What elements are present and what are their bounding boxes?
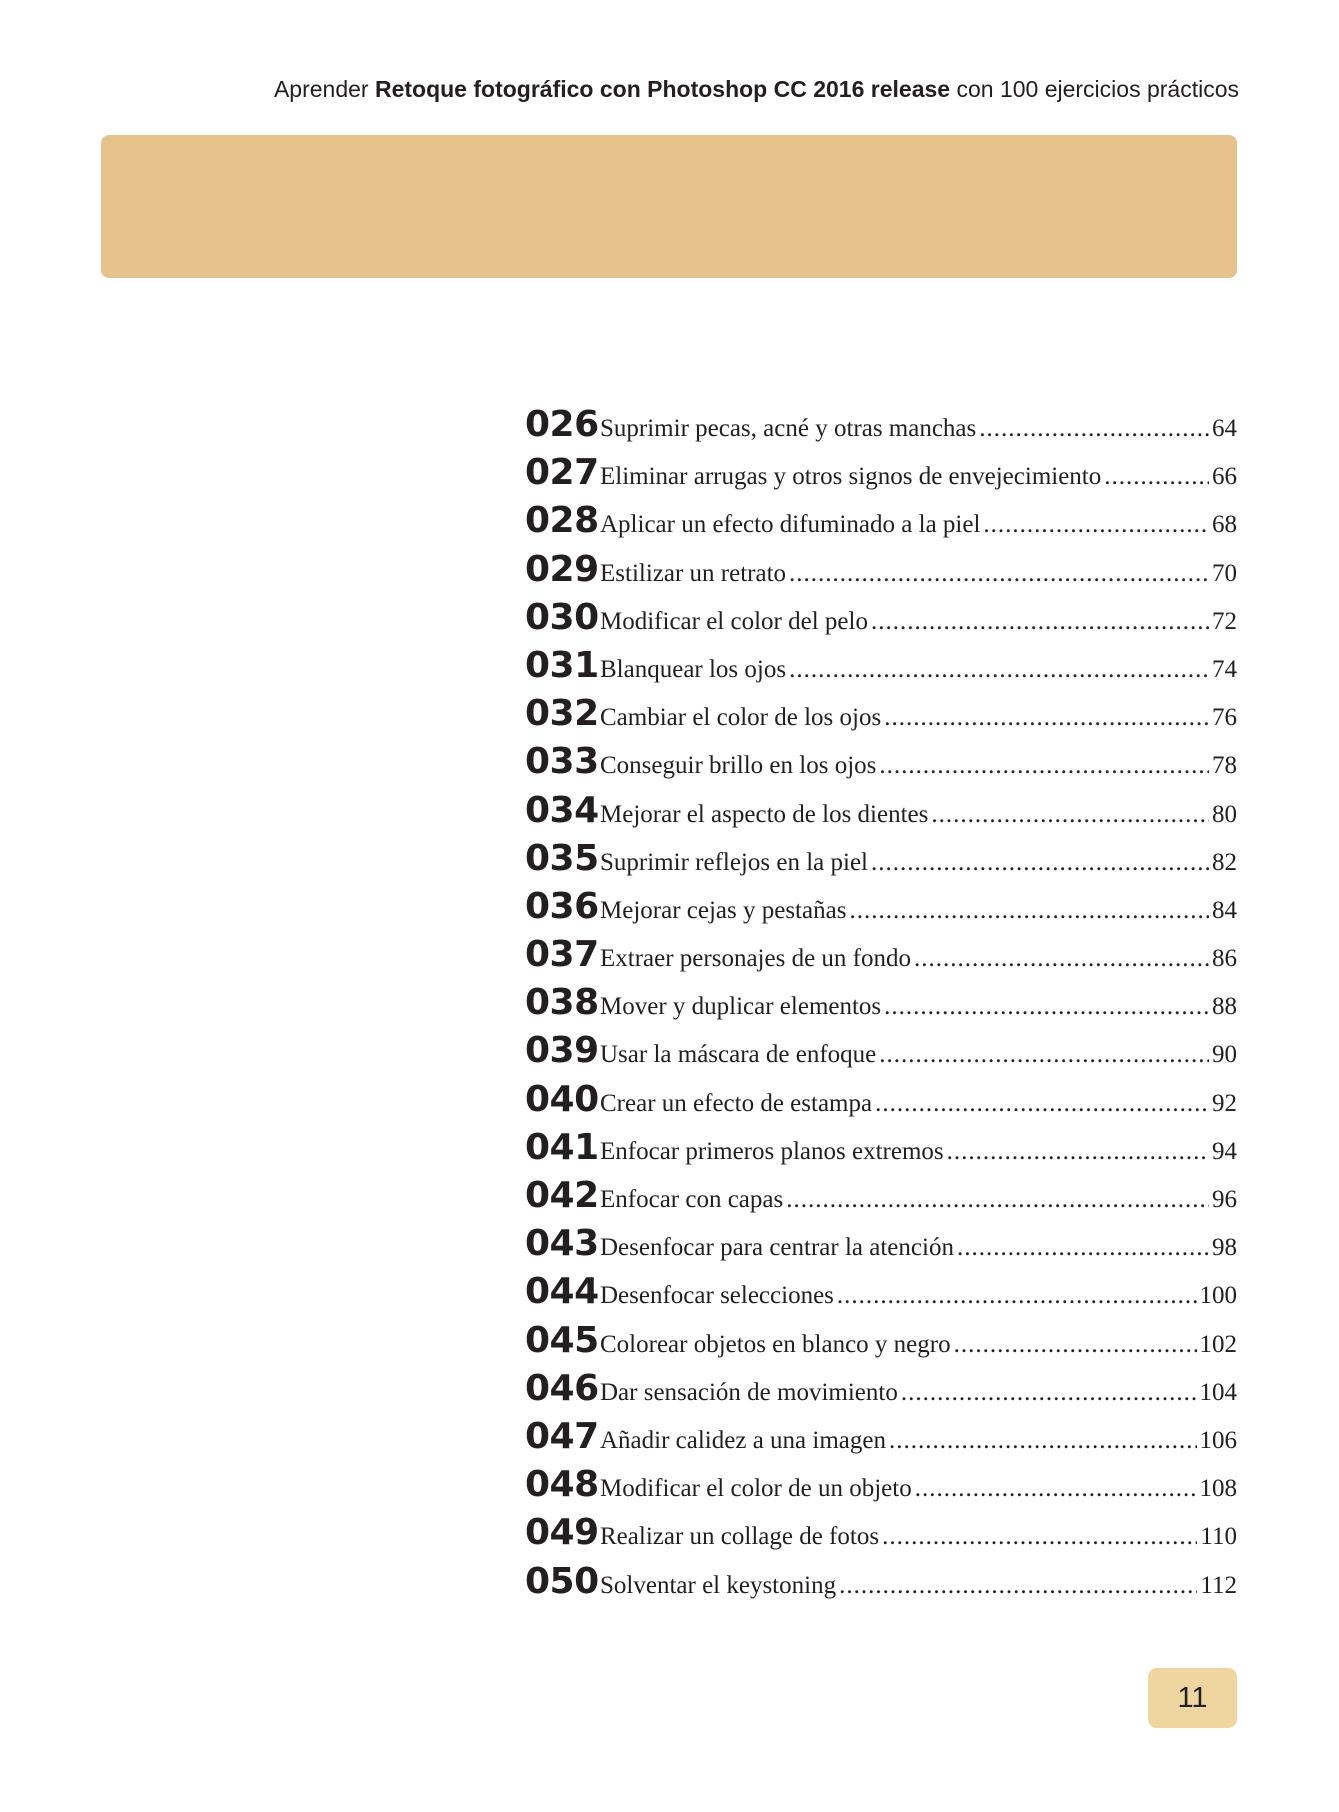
toc-entry-number: 036: [525, 885, 599, 927]
toc-entry-title: Modificar el color de un objeto: [600, 1475, 912, 1503]
toc-entry[interactable]: [525, 741, 1237, 789]
toc-entry-title: Estilizar un retrato: [600, 559, 787, 587]
toc-dot-leader: [915, 1475, 1197, 1503]
toc-entry-title: Eliminar arrugas y otros signos de envejecimiento: [600, 463, 1102, 491]
toc-dot-leader: [786, 1186, 1209, 1214]
toc-entry[interactable]: [525, 1512, 1237, 1560]
toc-entry-page: 102: [1199, 1330, 1237, 1358]
toc-entry-page: 112: [1200, 1571, 1237, 1599]
toc-entry-number: 040: [525, 1078, 599, 1120]
toc-entry-title: Enfocar primeros planos extremos: [600, 1137, 944, 1165]
toc-entry-page: 70: [1212, 559, 1237, 587]
toc-entry-page: 64: [1212, 415, 1237, 442]
toc-dot-leader: [789, 560, 1209, 588]
toc-entry-number: 042: [525, 1175, 599, 1216]
toc-entry-title: Suprimir reflejos en la piel: [600, 848, 868, 876]
running-header: [274, 76, 1239, 103]
toc-entry-page: 90: [1212, 1041, 1237, 1069]
toc-dot-leader: [879, 752, 1209, 780]
toc-entry-number: 038: [525, 982, 599, 1024]
toc-entry-number: 035: [525, 837, 599, 879]
toc-entry-page: 88: [1212, 993, 1237, 1021]
toc-entry-title: Blanquear los ojos: [600, 655, 787, 683]
toc-entry-title: Desenfocar para centrar la atención: [600, 1234, 954, 1262]
toc-entry-title: Dar sensación de movimiento: [600, 1378, 898, 1406]
toc-entry-page: 104: [1199, 1378, 1237, 1406]
toc-entry-number: 034: [525, 789, 599, 831]
toc-dot-leader: [979, 415, 1209, 443]
toc-dot-leader: [931, 801, 1209, 829]
toc-entry[interactable]: [525, 1079, 1237, 1127]
toc-entry-page: 106: [1199, 1426, 1237, 1454]
toc-dot-leader: [914, 945, 1209, 973]
toc-entry-number: 050: [525, 1560, 599, 1602]
toc-entry[interactable]: [525, 1416, 1237, 1464]
toc-entry[interactable]: [525, 645, 1237, 693]
toc-entry-title: Mover y duplicar elementos: [600, 993, 882, 1021]
toc-dot-leader: [789, 656, 1209, 684]
toc-entry-title: Enfocar con capas: [600, 1186, 784, 1213]
toc-entry[interactable]: [525, 404, 1237, 452]
toc-entry-page: 96: [1212, 1186, 1237, 1213]
toc-entry-title: Mejorar el aspecto de los dientes: [600, 800, 929, 828]
toc-entry-title: Realizar un collage de fotos: [600, 1523, 880, 1551]
toc-entry-number: 048: [525, 1464, 599, 1506]
toc-entry-number: 037: [525, 934, 599, 976]
toc-entry-title: Añadir calidez a una imagen: [600, 1426, 886, 1454]
toc-entry-title: Conseguir brillo en los ojos: [600, 752, 877, 780]
toc-entry-number: 026: [525, 404, 599, 445]
toc-entry[interactable]: [525, 452, 1237, 500]
toc-dot-leader: [837, 1282, 1197, 1310]
toc-entry-title: Crear un efecto de estampa: [600, 1089, 873, 1117]
toc-entry[interactable]: [525, 1561, 1237, 1609]
toc-entry-number: 030: [525, 596, 599, 638]
toc-entry-number: 033: [525, 741, 599, 783]
toc-entry-page: 82: [1212, 848, 1237, 876]
toc-dot-leader: [954, 1331, 1197, 1359]
toc-entry-number: 029: [525, 548, 599, 590]
header-book-title: Retoque fotográfico con Photoshop CC 2016 release: [374, 76, 951, 102]
toc-entry-page: 72: [1212, 607, 1237, 635]
toc-entry[interactable]: [525, 790, 1237, 838]
toc-entry[interactable]: [525, 1175, 1237, 1223]
toc-entry-title: Solventar el keystoning: [600, 1571, 837, 1599]
table-of-contents: [525, 404, 1237, 1609]
toc-entry[interactable]: [525, 1271, 1237, 1319]
toc-dot-leader: [882, 1523, 1197, 1551]
toc-entry-number: 049: [525, 1512, 599, 1554]
toc-entry-page: 78: [1212, 752, 1237, 780]
toc-dot-leader: [871, 608, 1209, 636]
toc-dot-leader: [957, 1234, 1209, 1262]
toc-entry-number: 027: [525, 452, 599, 494]
toc-entry[interactable]: [525, 1127, 1237, 1175]
page-number: 11: [1177, 1681, 1208, 1714]
toc-entry-number: 047: [525, 1415, 599, 1457]
toc-dot-leader: [871, 849, 1209, 877]
toc-entry-title: Desenfocar selecciones: [600, 1282, 834, 1310]
section-banner: [101, 135, 1237, 278]
toc-entry[interactable]: [525, 1030, 1237, 1078]
toc-entry-title: Aplicar un efecto difuminado a la piel: [600, 511, 981, 539]
toc-entry-page: 94: [1212, 1137, 1237, 1165]
page-number-badge: [1148, 1668, 1237, 1728]
toc-entry-page: 84: [1212, 896, 1237, 924]
toc-entry-page: 76: [1212, 704, 1237, 732]
toc-dot-leader: [889, 1427, 1197, 1455]
toc-entry-title: Usar la máscara de enfoque: [600, 1041, 877, 1069]
toc-entry[interactable]: [525, 1464, 1237, 1512]
toc-dot-leader: [839, 1572, 1197, 1600]
toc-entry-page: 68: [1212, 511, 1237, 539]
toc-entry-page: 110: [1200, 1523, 1237, 1551]
toc-entry[interactable]: [525, 886, 1237, 934]
toc-entry-page: 74: [1212, 655, 1237, 683]
toc-entry-number: 041: [525, 1126, 599, 1168]
toc-entry-page: 92: [1212, 1089, 1237, 1117]
toc-dot-leader: [983, 511, 1209, 539]
toc-entry-page: 100: [1199, 1282, 1237, 1310]
header-prefix: Aprender: [273, 76, 375, 102]
toc-entry-page: 80: [1212, 800, 1237, 828]
header-suffix: con 100 ejercicios prácticos: [950, 76, 1239, 102]
toc-entry-title: Modificar el color del pelo: [600, 607, 868, 635]
toc-entry[interactable]: [525, 549, 1237, 597]
toc-dot-leader: [849, 897, 1209, 925]
toc-entry[interactable]: [525, 982, 1237, 1030]
toc-entry[interactable]: [525, 693, 1237, 741]
toc-dot-leader: [901, 1379, 1197, 1407]
toc-entry-title: Extraer personajes de un fondo: [600, 945, 911, 973]
toc-entry-page: 108: [1199, 1475, 1237, 1503]
toc-entry[interactable]: [525, 838, 1237, 886]
toc-entry[interactable]: [525, 597, 1237, 645]
toc-entry[interactable]: [525, 1368, 1237, 1416]
toc-entry[interactable]: [525, 500, 1237, 548]
toc-entry-number: 028: [525, 500, 599, 542]
toc-entry[interactable]: [525, 1320, 1237, 1368]
toc-entry-number: 032: [525, 693, 599, 735]
toc-entry-page: 86: [1212, 945, 1237, 973]
toc-dot-leader: [947, 1138, 1209, 1166]
toc-entry-title: Colorear objetos en blanco y negro: [600, 1330, 951, 1358]
toc-entry-title: Cambiar el color de los ojos: [600, 704, 882, 732]
toc-entry-page: 66: [1212, 463, 1237, 491]
toc-entry-title: Suprimir pecas, acné y otras manchas: [600, 415, 977, 442]
toc-entry-number: 045: [525, 1319, 599, 1361]
toc-dot-leader: [1104, 463, 1209, 491]
toc-entry-page: 98: [1212, 1234, 1237, 1262]
toc-entry-number: 044: [525, 1271, 599, 1313]
toc-entry[interactable]: [525, 934, 1237, 982]
toc-dot-leader: [884, 993, 1209, 1021]
toc-entry-number: 039: [525, 1030, 599, 1072]
toc-dot-leader: [875, 1090, 1209, 1118]
toc-dot-leader: [879, 1041, 1209, 1069]
toc-entry-number: 046: [525, 1367, 599, 1409]
toc-dot-leader: [884, 704, 1209, 732]
toc-entry-number: 043: [525, 1223, 599, 1265]
toc-entry[interactable]: [525, 1223, 1237, 1271]
toc-entry-title: Mejorar cejas y pestañas: [600, 896, 847, 924]
toc-entry-number: 031: [525, 644, 599, 686]
